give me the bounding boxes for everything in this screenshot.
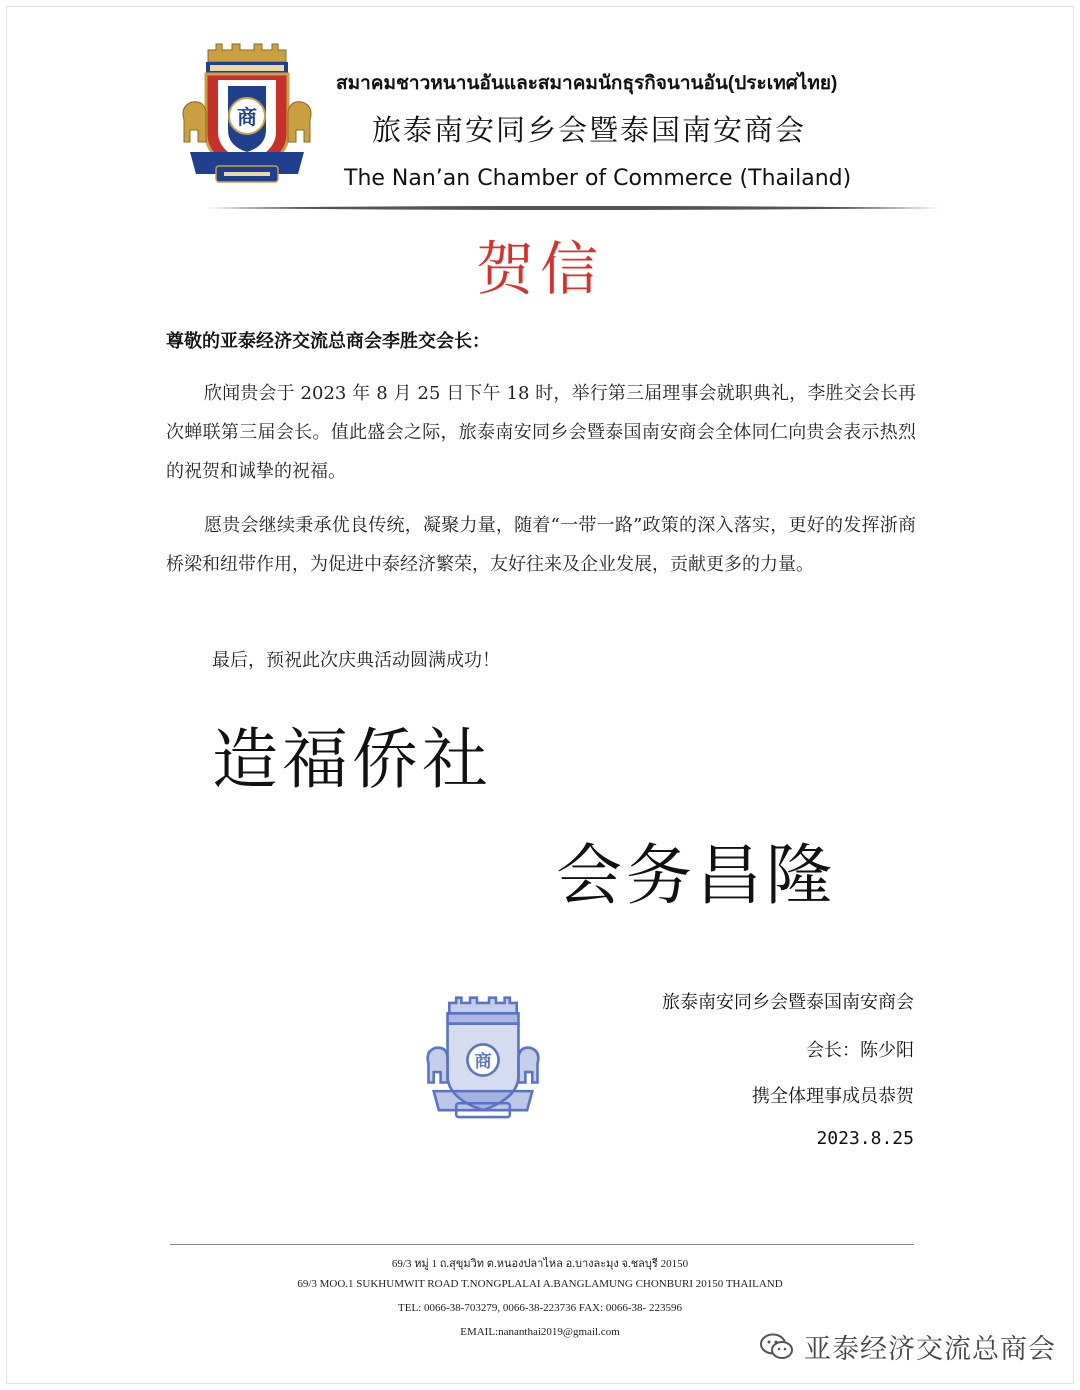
footer-divider — [170, 1244, 914, 1245]
letterhead-english-name: The Nan’an Chamber of Commerce (Thailand) — [344, 166, 852, 191]
page-border — [6, 6, 1074, 1384]
footer-phone-fax: TEL: 0066-38-703279, 0066-38-223736 FAX: 0066-38- 223596 — [398, 1302, 682, 1314]
signature-members: 携全体理事成员恭贺 — [752, 1086, 914, 1107]
wechat-icon — [760, 1333, 794, 1361]
chamber-emblem-logo — [176, 42, 318, 190]
footer-address-thai: 69/3 หมู่ 1 ถ.สุขุมวิท ต.หนองปลาไหล อ.บางละมุง จ.ชลบุรี 20150 — [391, 1258, 689, 1270]
signature-president: 会长：陈少阳 — [806, 1040, 914, 1061]
salutation: 尊敬的亚泰经济交流总商会李胜交会长： — [166, 331, 490, 352]
emblem-character: 商 — [237, 105, 257, 129]
letterhead-divider — [205, 205, 940, 211]
wechat-watermark — [760, 1327, 1056, 1366]
letter-title: 贺信 — [475, 235, 604, 303]
body-paragraph-1: 欣闻贵会于 2023 年 8 月 25 日下午 18 时，举行第三届理事会就职典礼，李胜交会长再次蝉联第三届会长。值此盛会之际，旅泰南安同乡会暨泰国南安商会全体同仁向贵会表示热烈的祝贺和诚挚的祝福。 — [166, 383, 916, 482]
watermark-text: 亚泰经济交流总商会 — [804, 1334, 1056, 1365]
closing-line: 最后，预祝此次庆典活动圆满成功！ — [212, 650, 500, 671]
body-paragraph-2: 愿贵会继续秉承优良传统，凝聚力量，随着“一带一路”政策的深入落实，更好的发挥浙商桥梁和纽带作用，为促进中泰经济繁荣，友好往来及企业发展，贡献更多的力量。 — [166, 515, 916, 575]
signature-organization: 旅泰南安同乡会暨泰国南安商会 — [662, 992, 914, 1013]
footer-email: EMAIL:nananthai2019@gmail.com — [460, 1326, 620, 1338]
calligraphy-blessing-1: 造福侨社 — [212, 721, 492, 798]
signature-date: 2023.8.25 — [816, 1128, 914, 1149]
blue-stamp-emblem — [412, 996, 554, 1124]
stamp-character: 商 — [474, 1051, 492, 1072]
letterhead-chinese-name: 旅泰南安同乡会暨泰国南安商会 — [372, 113, 807, 147]
footer-address-english: 69/3 MOO.1 SUKHUMWIT ROAD T.NONGPLALAI A.BANGLAMUNG CHONBURI 20150 THAILAND — [297, 1278, 783, 1290]
calligraphy-blessing-2: 会务昌隆 — [556, 837, 836, 914]
letterhead-thai-name: สมาคมชาวหนานอันและสมาคมนักธุรกิจนานอัน(ประเทศไทย) — [336, 73, 838, 94]
